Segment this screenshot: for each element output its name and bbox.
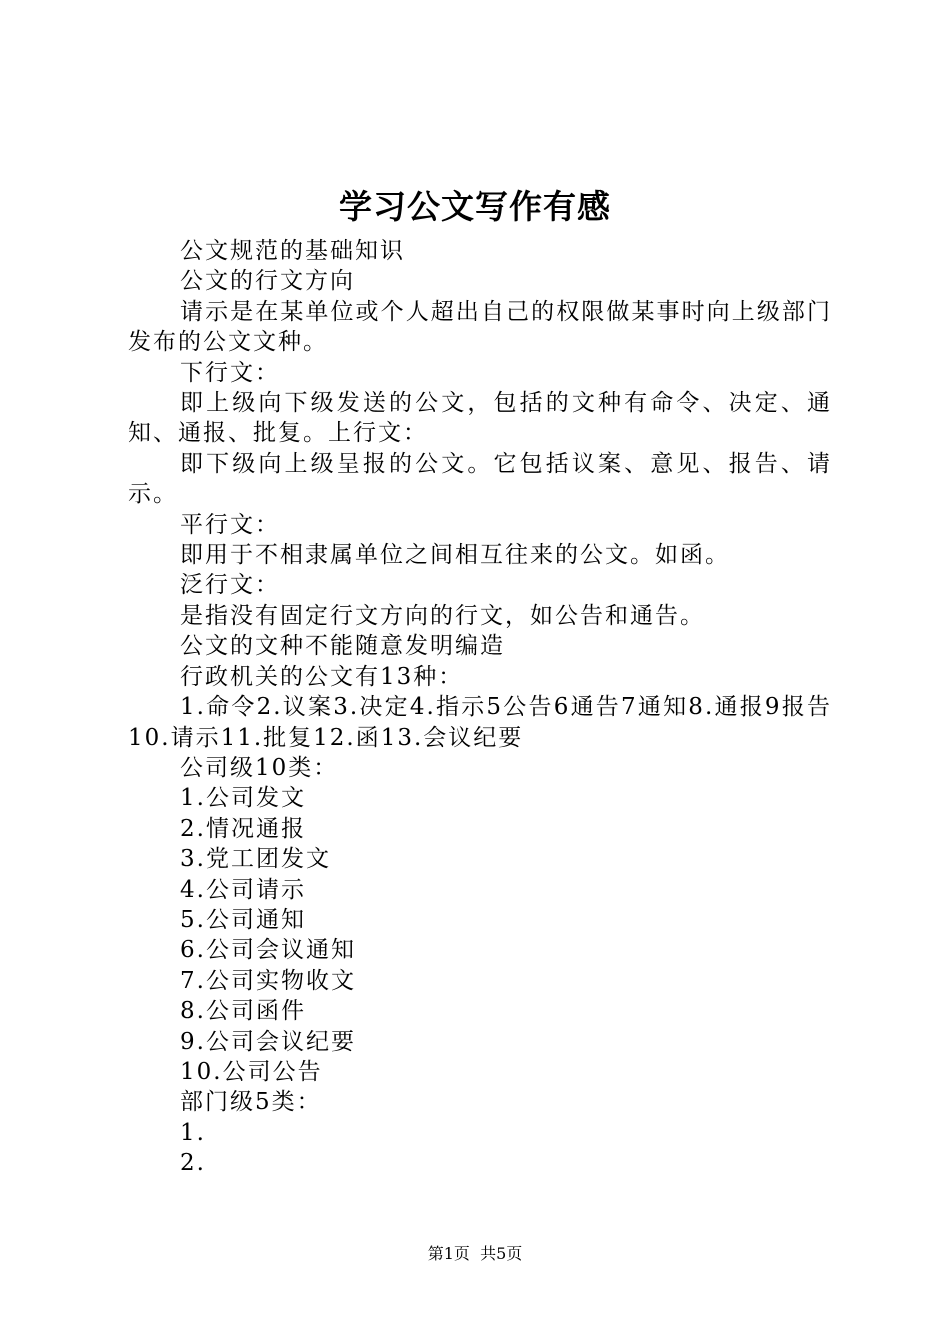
paragraph: 1.命令2.议案3.决定4.指示5公告6通告7通知8.通报9报告10.请示11.批复12.函13.会议纪要	[128, 694, 832, 751]
list-item: 2.情况通报	[180, 815, 306, 842]
list-item: 2.	[180, 1150, 206, 1177]
list-item: 9.公司会议纪要	[180, 1028, 356, 1055]
paragraph: 请示是在某单位或个人超出自己的权限做某事时向上级部门发布的公文文种。	[128, 298, 832, 356]
paragraph: 泛行文：	[180, 572, 280, 599]
page-footer	[0, 1242, 950, 1266]
list-item: 3.党工团发文	[180, 846, 331, 873]
paragraph: 行政机关的公文有13种：	[180, 663, 464, 690]
paragraph: 公文的文种不能随意发明编造	[180, 633, 505, 660]
list-item: 1.公司发文	[180, 785, 306, 812]
paragraph: 平行文：	[180, 511, 280, 538]
document-body	[128, 236, 832, 1179]
paragraph: 部门级5类：	[180, 1089, 322, 1116]
paragraph: 公文的行文方向	[180, 268, 355, 295]
list-item: 5.公司通知	[180, 906, 306, 933]
page-number: 第1页	[427, 1244, 470, 1263]
list-item: 6.公司会议通知	[180, 937, 356, 964]
footer-separator	[470, 1244, 480, 1263]
document-title: 学习公文写作有感	[339, 187, 611, 226]
list-item: 10.公司公告	[180, 1058, 323, 1085]
paragraph: 即用于不相隶属单位之间相互往来的公文。如函。	[180, 542, 730, 569]
paragraph: 是指没有固定行文方向的行文，如公告和通告。	[180, 602, 705, 629]
list-item: 1.	[180, 1119, 206, 1146]
paragraph: 下行文：	[180, 359, 280, 386]
paragraph: 公文规范的基础知识	[180, 238, 405, 264]
page-total: 共5页	[480, 1244, 523, 1263]
list-item: 8.公司函件	[180, 998, 306, 1025]
list-item: 4.公司请示	[180, 876, 306, 903]
list-item: 7.公司实物收文	[180, 967, 356, 994]
paragraph: 即下级向上级呈报的公文。它包括议案、意见、报告、请示。	[128, 450, 832, 508]
paragraph: 公司级10类：	[180, 754, 339, 781]
paragraph: 即上级向下级发送的公文，包括的文种有命令、决定、通知、通报、批复。上行文：	[128, 390, 832, 447]
